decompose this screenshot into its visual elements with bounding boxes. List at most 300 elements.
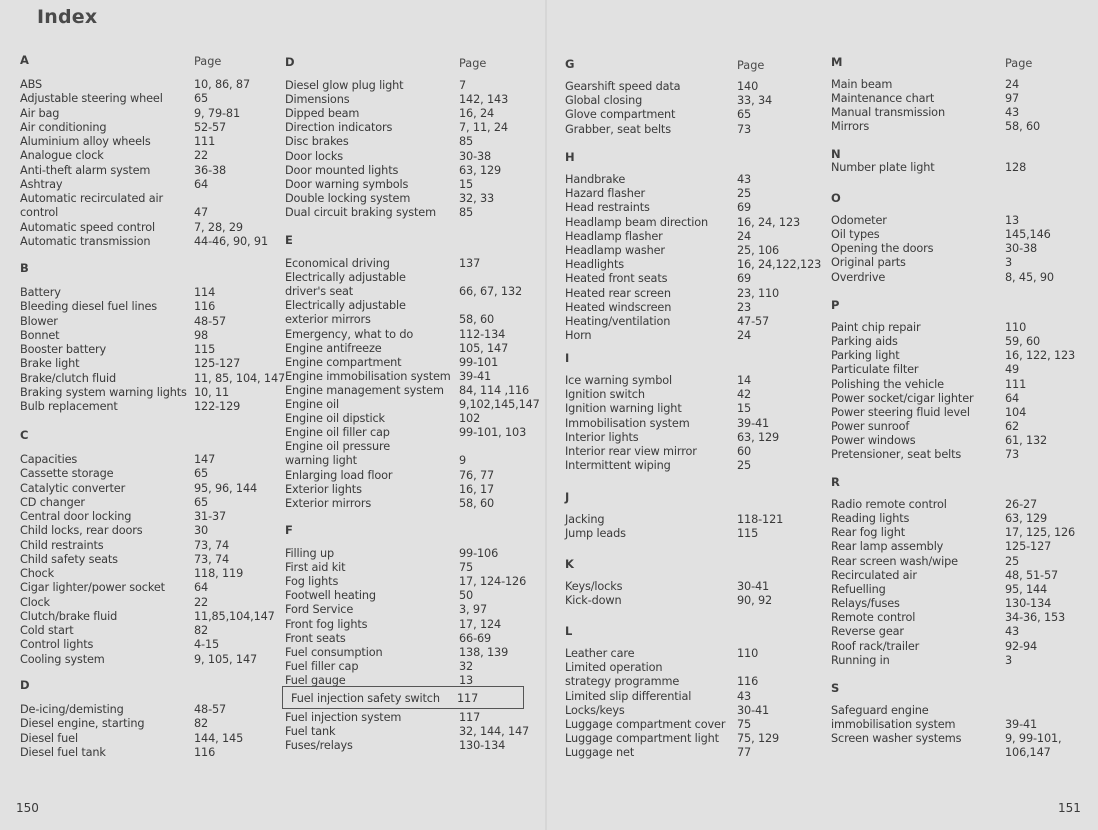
entry-term: Engine oil	[285, 398, 339, 411]
entry-pages: 59, 60	[1005, 335, 1041, 349]
section-letter-b: B	[20, 261, 29, 275]
entry-term: Fuel consumption	[285, 645, 383, 659]
entry-term: Battery	[20, 286, 61, 299]
entry-pages: 48-57	[194, 314, 227, 328]
entry-term: Luggage net	[565, 746, 635, 760]
entry-pages: 75	[737, 718, 752, 731]
entry-term: Cassette storage	[20, 467, 114, 481]
entry-pages: 7	[459, 79, 467, 92]
entry-term: warning light	[285, 454, 357, 468]
entry-pages: 9, 79-81	[194, 106, 240, 120]
entry-pages: 95, 144	[1005, 582, 1048, 596]
entry-pages: 13	[459, 673, 474, 687]
entry-pages: 64	[1005, 391, 1020, 405]
entry-pages: 104	[1005, 405, 1027, 419]
entry-term: Parking light	[831, 349, 900, 363]
entry-term: Power steering fluid level	[831, 405, 970, 419]
entry-pages: 60	[737, 445, 752, 458]
entry-pages: 22	[194, 149, 209, 163]
entry-pages: 142, 143	[459, 93, 509, 107]
entry-term: Parking aids	[831, 335, 898, 349]
entry-pages: 47-57	[737, 315, 770, 328]
entry-term: Manual transmission	[831, 106, 945, 120]
entry-pages: 23, 110	[737, 286, 780, 300]
entry-pages: 3, 97	[459, 603, 487, 617]
entry-pages: 102	[459, 412, 481, 426]
entry-term: Front fog lights	[285, 617, 368, 631]
entry-pages: 106,147	[1005, 746, 1051, 760]
entry-pages: 39-41	[737, 416, 770, 430]
entry-term: Power socket/cigar lighter	[831, 391, 974, 405]
entry-term: Heated rear screen	[565, 286, 671, 300]
entry-pages: 140	[737, 80, 759, 93]
entry-pages: 145,146	[1005, 228, 1051, 242]
entry-pages: 105, 147	[459, 341, 509, 355]
entry-pages: 48-57	[194, 703, 227, 716]
section-letter-c: C	[20, 428, 29, 442]
entry-term: Head restraints	[565, 201, 650, 215]
entry-term: Gearshift speed data	[565, 80, 681, 93]
entry-term: Luggage compartment light	[565, 732, 719, 746]
entry-pages: 31-37	[194, 510, 227, 523]
entry-term: Diesel engine, starting	[20, 717, 145, 731]
entry-pages: 32	[459, 659, 474, 673]
entry-pages: 85	[459, 205, 474, 219]
entry-term: Dipped beam	[285, 107, 360, 121]
entry-term: Fuses/relays	[285, 739, 353, 753]
entry-pages: 24	[737, 329, 752, 343]
section-letter-e: E	[285, 233, 293, 247]
entry-pages: 16, 24, 123	[737, 215, 801, 229]
section-letter-i: I	[565, 351, 570, 365]
entry-pages: 9, 99-101,	[1005, 732, 1062, 746]
entry-pages: 90, 92	[737, 594, 773, 608]
entry-term: Engine antifreeze	[285, 341, 382, 355]
entry-pages: 75	[459, 561, 474, 575]
entry-term: Engine oil pressure	[285, 440, 391, 454]
entry-term: Leather care	[565, 647, 635, 660]
entry-term: De-icing/demisting	[20, 703, 124, 716]
entry-pages: 39-41	[459, 369, 492, 383]
section-letter-d: D	[20, 678, 30, 692]
entry-term: Capacities	[20, 453, 78, 466]
entry-pages: 34-36, 153	[1005, 611, 1066, 625]
entry-term: Door locks	[285, 149, 343, 163]
entry-term: Power sunroof	[831, 420, 910, 434]
entry-pages: 66, 67, 132	[459, 285, 523, 299]
entry-pages: 30-38	[1005, 242, 1038, 256]
entry-pages: 26-27	[1005, 498, 1038, 511]
entry-term: Chock	[20, 567, 54, 580]
entry-pages: 16, 24,122,123	[737, 258, 822, 272]
section-letter-s: S	[831, 681, 840, 695]
entry-pages: 25	[737, 187, 752, 201]
entry-pages: 7, 28, 29	[194, 220, 243, 234]
entry-pages: 73	[1005, 448, 1020, 462]
entry-term: Ice warning symbol	[565, 374, 673, 387]
entry-pages: 43	[1005, 106, 1020, 120]
entry-pages: 4-15	[194, 638, 220, 652]
entry-pages: 33, 34	[737, 94, 773, 108]
entry-term: Diesel fuel tank	[20, 745, 106, 759]
entry-term: Headlamp washer	[565, 244, 665, 257]
entry-pages: 82	[194, 717, 209, 731]
entry-term: Particulate filter	[831, 363, 919, 377]
entry-term: Engine oil dipstick	[285, 412, 385, 426]
entry-pages: 25	[737, 459, 752, 473]
entry-pages: 32, 33	[459, 191, 495, 205]
entry-pages: 98	[194, 328, 209, 342]
entry-pages: 22	[194, 595, 209, 609]
entry-term: Double locking system	[285, 191, 411, 205]
entry-term: Mirrors	[831, 120, 870, 134]
entry-pages: 85	[459, 135, 474, 149]
entry-term: Keys/locks	[565, 580, 623, 593]
entry-pages: 30-41	[737, 580, 770, 593]
entry-term: Oil types	[831, 228, 880, 242]
entry-term: Child restraints	[20, 538, 104, 552]
entry-term: Headlamp flasher	[565, 229, 663, 243]
entry-pages: 138, 139	[459, 645, 509, 659]
entry-pages: 43	[1005, 625, 1020, 639]
entry-pages: 110	[1005, 321, 1027, 334]
entry-pages: 65	[194, 467, 209, 481]
entry-term: Clutch/brake fluid	[20, 609, 118, 623]
entry-term: Heated front seats	[565, 272, 668, 286]
entry-pages: 77	[737, 746, 752, 760]
entry-term: immobilisation system	[831, 718, 956, 732]
entry-term: Automatic speed control	[20, 220, 155, 234]
entry-term: Luggage compartment cover	[565, 718, 726, 731]
entry-term: ABS	[20, 78, 43, 91]
entry-pages: 49	[1005, 363, 1020, 377]
entry-pages: 84, 114 ,116	[459, 383, 530, 397]
entry-pages: 99-106	[459, 547, 499, 560]
entry-term: Engine oil filler cap	[285, 426, 390, 440]
entry-term: Power windows	[831, 434, 916, 448]
entry-term: Diesel glow plug light	[285, 79, 404, 92]
section-letter-a: A	[20, 53, 29, 67]
entry-term: Dimensions	[285, 93, 350, 107]
entry-term: Heated windscreen	[565, 300, 672, 314]
entry-pages: 130-134	[1005, 597, 1052, 611]
entry-term: Fog lights	[285, 575, 339, 589]
entry-pages: 25	[1005, 554, 1020, 568]
entry-pages: 10, 11	[194, 385, 230, 399]
entry-pages: 82	[194, 624, 209, 637]
section-letter-r: R	[831, 475, 840, 489]
entry-pages: 144, 145	[194, 731, 244, 745]
entry-pages: 116	[194, 300, 216, 314]
entry-term: Rear fog light	[831, 526, 906, 540]
entry-pages: 110	[737, 647, 759, 660]
entry-pages: 73, 74	[194, 538, 230, 552]
section-letter-m: M	[831, 55, 843, 69]
entry-pages: 122-129	[194, 400, 241, 413]
entry-term: Child locks, rear doors	[20, 524, 143, 538]
section-letter-f: F	[285, 523, 293, 537]
entry-term: exterior mirrors	[285, 313, 371, 327]
entry-term: Immobilisation system	[565, 416, 690, 430]
entry-pages: 11,85,104,147	[194, 609, 275, 623]
entry-pages: 125-127	[194, 357, 241, 371]
page-number-left: 150	[16, 801, 39, 815]
entry-term: driver's seat	[285, 285, 354, 299]
entry-pages: 92-94	[1005, 639, 1038, 653]
entry-term: Hazard flasher	[565, 187, 646, 201]
page-gutter	[545, 0, 547, 830]
entry-pages: 65	[194, 92, 209, 106]
entry-pages: 65	[737, 108, 752, 122]
entry-term: Number plate light	[831, 161, 935, 174]
entry-term: Clock	[20, 595, 50, 609]
entry-term: Running in	[831, 653, 890, 667]
entry-term: Exterior mirrors	[285, 496, 372, 510]
entry-pages: 64	[194, 177, 209, 191]
entry-pages: 64	[194, 581, 209, 595]
entry-term: Jacking	[565, 513, 605, 526]
entry-term: Direction indicators	[285, 121, 393, 135]
entry-pages: 16, 122, 123	[1005, 349, 1076, 363]
entry-pages: 43	[737, 689, 752, 703]
entry-term: Roof rack/trailer	[831, 639, 920, 653]
entry-pages: 99-101, 103	[459, 426, 527, 440]
entry-pages: 17, 124-126	[459, 575, 527, 589]
entry-term: Interior rear view mirror	[565, 445, 697, 458]
entry-term: Ford Service	[285, 603, 354, 617]
entry-pages: 61, 132	[1005, 434, 1048, 448]
page-column-label: Page	[194, 55, 222, 68]
entry-pages: 115	[194, 343, 216, 356]
entry-term: Odometer	[831, 214, 887, 227]
entry-pages: 14	[737, 374, 752, 387]
entry-pages: 130-134	[459, 739, 506, 753]
entry-term: Bulb replacement	[20, 400, 118, 413]
entry-term: Aluminium alloy wheels	[20, 135, 151, 148]
entry-term: Child safety seats	[20, 552, 118, 566]
entry-term: Emergency, what to do	[285, 327, 414, 341]
entry-pages: 50	[459, 589, 474, 603]
entry-term: Jump leads	[565, 527, 626, 541]
entry-term: Interior lights	[565, 430, 639, 444]
entry-term: Locks/keys	[565, 703, 625, 717]
entry-pages: 30-41	[737, 703, 770, 717]
entry-term: Reading lights	[831, 512, 910, 526]
entry-pages: 75, 129	[737, 732, 780, 746]
entry-term: Footwell heating	[285, 589, 376, 603]
entry-term: Front seats	[285, 631, 346, 645]
entry-pages: 9	[459, 454, 467, 468]
index-title: Index	[37, 6, 98, 28]
entry-term: Headlights	[565, 258, 624, 272]
entry-pages: 3	[1005, 256, 1013, 270]
section-letter-d: D	[285, 55, 295, 69]
entry-term: Headlamp beam direction	[565, 215, 709, 229]
page-column-label: Page	[459, 57, 487, 70]
entry-pages: 97	[1005, 92, 1020, 106]
entry-term: Dual circuit braking system	[285, 205, 436, 219]
entry-term: CD changer	[20, 495, 85, 509]
entry-pages: 7, 11, 24	[459, 121, 508, 135]
entry-term: Air bag	[20, 106, 60, 120]
entry-term: Original parts	[831, 256, 906, 270]
entry-term: Reverse gear	[831, 625, 904, 639]
entry-term: Radio remote control	[831, 498, 947, 511]
section-letter-k: K	[565, 557, 574, 571]
entry-term: Fuel tank	[285, 725, 336, 739]
entry-pages: 16, 17	[459, 482, 495, 496]
section-letter-p: P	[831, 298, 840, 312]
entry-term: Fuel injection system	[285, 711, 402, 725]
section-letter-g: G	[565, 57, 575, 71]
entry-pages: 17, 124	[459, 617, 502, 631]
entry-pages: 25, 106	[737, 244, 780, 257]
entry-term: Control lights	[20, 638, 94, 652]
entry-term: Main beam	[831, 78, 893, 91]
entry-term: Grabber, seat belts	[565, 122, 671, 136]
entry-term: Analogue clock	[20, 149, 104, 163]
entry-term: Door mounted lights	[285, 163, 399, 177]
entry-term: Refuelling	[831, 582, 886, 596]
entry-pages: 111	[1005, 377, 1027, 391]
entry-pages: 30	[194, 524, 209, 538]
entry-term: Maintenance chart	[831, 92, 935, 106]
entry-term: Catalytic converter	[20, 481, 126, 495]
entry-term: Ashtray	[20, 177, 63, 191]
entry-term: Anti-theft alarm system	[20, 163, 151, 177]
entry-term: Ignition switch	[565, 388, 645, 402]
entry-pages: 118-121	[737, 513, 784, 526]
entry-term: Ignition warning light	[565, 402, 682, 416]
entry-term: Relays/fuses	[831, 597, 900, 611]
entry-pages: 15	[459, 177, 474, 191]
entry-term: Cold start	[20, 624, 74, 637]
entry-term: Engine management system	[285, 383, 444, 397]
entry-term: Bonnet	[20, 328, 60, 342]
entry-pages: 118, 119	[194, 567, 244, 580]
entry-term: Electrically adjustable	[285, 299, 406, 313]
entry-term: Heating/ventilation	[565, 315, 671, 328]
entry-term: Opening the doors	[831, 242, 934, 256]
entry-term: Cigar lighter/power socket	[20, 581, 165, 595]
entry-term: Economical driving	[285, 257, 390, 270]
page-number-right: 151	[1058, 801, 1081, 815]
entry-pages: 36-38	[194, 163, 227, 177]
entry-pages: 48, 51-57	[1005, 568, 1059, 582]
entry-pages: 115	[737, 527, 759, 541]
entry-term: Central door locking	[20, 510, 132, 523]
entry-pages: 76, 77	[459, 468, 495, 482]
entry-pages: 58, 60	[459, 313, 495, 327]
entry-term: Recirculated air	[831, 568, 917, 582]
entry-pages: 147	[194, 453, 216, 466]
entry-term: Limited operation	[565, 661, 663, 675]
entry-pages: 66-69	[459, 631, 492, 645]
entry-pages: 58, 60	[459, 496, 495, 510]
section-letter-l: L	[565, 624, 573, 638]
entry-term: Filling up	[285, 547, 334, 560]
entry-pages: 114	[194, 286, 216, 299]
entry-pages: 30-38	[459, 149, 492, 163]
entry-pages: 69	[737, 272, 752, 286]
entry-term: Air conditioning	[20, 120, 107, 134]
section-letter-n: N	[831, 147, 841, 161]
entry-term: Overdrive	[831, 270, 886, 284]
entry-pages: 117	[457, 692, 479, 705]
entry-pages: 8, 45, 90	[1005, 270, 1054, 284]
entry-pages: 13	[1005, 214, 1020, 227]
entry-pages: 63, 129	[459, 163, 502, 177]
entry-term: Automatic transmission	[20, 234, 151, 248]
entry-term: Kick-down	[565, 594, 622, 608]
entry-pages: 69	[737, 201, 752, 215]
entry-pages: 43	[737, 173, 752, 186]
entry-pages: 111	[194, 135, 216, 148]
entry-term: Screen washer systems	[831, 732, 962, 746]
entry-term: Rear screen wash/wipe	[831, 554, 958, 568]
entry-term: Enlarging load floor	[285, 468, 393, 482]
entry-term: Brake/clutch fluid	[20, 371, 116, 385]
section-letter-j: J	[565, 490, 570, 504]
entry-term: Engine compartment	[285, 355, 402, 369]
entry-term: Braking system warning lights	[20, 385, 187, 399]
entry-term: First aid kit	[285, 561, 346, 575]
entry-term: Electrically adjustable	[285, 271, 406, 285]
entry-pages: 95, 96, 144	[194, 481, 258, 495]
entry-term: Door warning symbols	[285, 177, 409, 191]
entry-term: Automatic recirculated air	[20, 192, 163, 205]
entry-term: Global closing	[565, 94, 643, 108]
entry-pages: 32, 144, 147	[459, 725, 530, 739]
entry-pages: 65	[194, 495, 209, 509]
entry-term: Brake light	[20, 357, 80, 371]
entry-term: Handbrake	[565, 173, 626, 186]
entry-term: Fuel injection safety switch	[291, 692, 440, 705]
entry-term: Adjustable steering wheel	[20, 92, 163, 106]
entry-pages: 63, 129	[737, 430, 780, 444]
entry-pages: 52-57	[194, 120, 227, 134]
entry-pages: 116	[194, 745, 216, 759]
entry-pages: 17, 125, 126	[1005, 526, 1076, 540]
entry-pages: 24	[1005, 78, 1020, 91]
page-column-label: Page	[1005, 57, 1033, 70]
entry-term: Diesel fuel	[20, 731, 78, 745]
entry-term: Pretensioner, seat belts	[831, 448, 962, 462]
entry-pages: 39-41	[1005, 718, 1038, 732]
entry-pages: 137	[459, 257, 481, 270]
entry-term: Horn	[565, 329, 592, 343]
entry-pages: 15	[737, 402, 752, 416]
entry-term: Booster battery	[20, 343, 107, 356]
entry-term: Engine immobilisation system	[285, 369, 451, 383]
entry-term: Cooling system	[20, 652, 105, 666]
entry-pages: 58, 60	[1005, 120, 1041, 134]
entry-term: Glove compartment	[565, 108, 676, 122]
entry-term: Disc brakes	[285, 135, 349, 149]
entry-pages: 44-46, 90, 91	[194, 234, 268, 248]
entry-pages: 3	[1005, 653, 1013, 667]
entry-term: Polishing the vehicle	[831, 377, 944, 391]
entry-pages: 73, 74	[194, 552, 230, 566]
entry-term: Limited slip differential	[565, 689, 692, 703]
entry-pages: 9, 105, 147	[194, 652, 258, 666]
page-column-label: Page	[737, 59, 765, 72]
entry-pages: 99-101	[459, 355, 499, 369]
section-letter-o: O	[831, 191, 841, 205]
entry-term: strategy programme	[565, 675, 680, 689]
entry-term: Blower	[20, 314, 58, 328]
entry-term: Bleeding diesel fuel lines	[20, 300, 158, 314]
